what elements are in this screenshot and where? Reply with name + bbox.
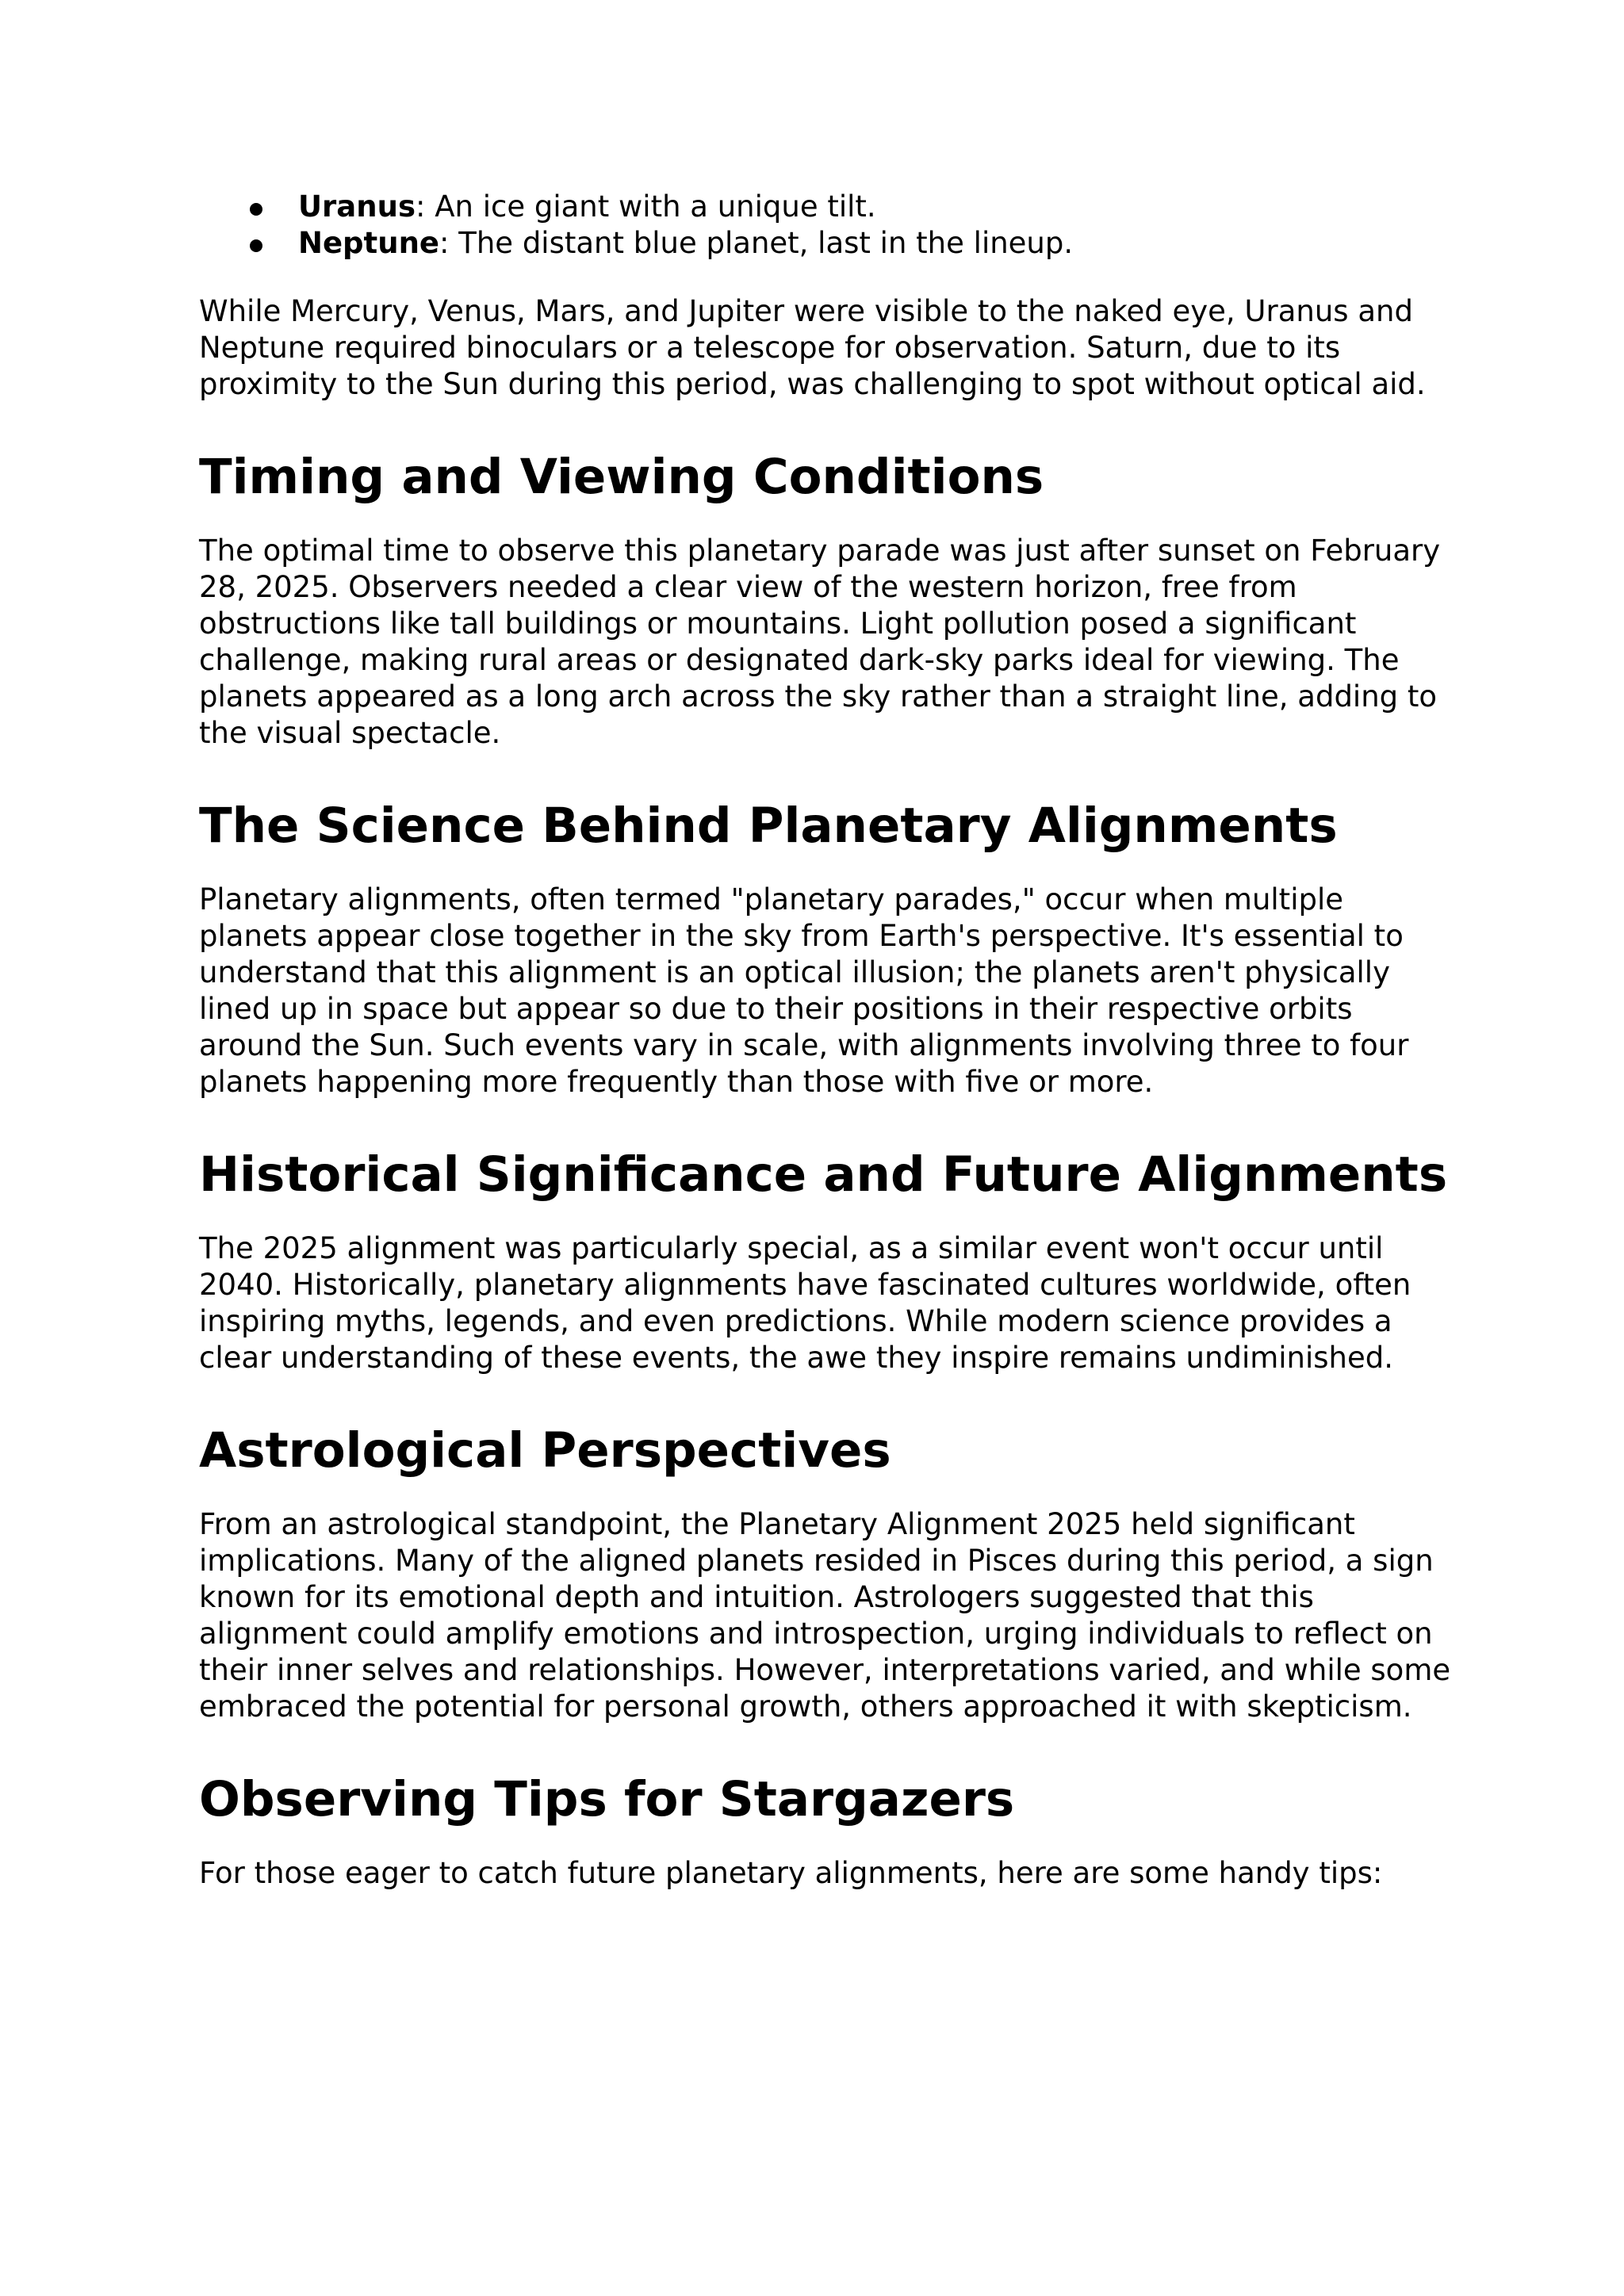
list-item-desc: : An ice giant with a unique tilt. <box>415 189 876 224</box>
list-item-term: Uranus <box>298 189 416 224</box>
list-item-term: Neptune <box>298 226 440 260</box>
tips-heading: Observing Tips for Stargazers <box>199 1771 1015 1827</box>
astrology-paragraph: From an astrological standpoint, the Planetary Alignment 2025 held significant implications. Many of the aligned planets resided in Pisces during this period, a sign known for its emotional depth and intuition. Astrologers suggested that this alignment could amplify emotions and introspection, urging individuals to reflect on their inner selves and relationships. However, interpretations varied, and while some embraced the potential for personal growth, others approached it with skepticism. <box>199 1507 1451 1724</box>
document-page <box>199 189 1452 1892</box>
visibility-paragraph: While Mercury, Venus, Mars, and Jupiter were visible to the naked eye, Uranus and Neptune required binoculars or a telescope for observation. Saturn, due to its proximity to the Sun during this period, was challenging to spot without optical aid. <box>199 294 1426 401</box>
science-heading: The Science Behind Planetary Alignments <box>199 798 1338 854</box>
bullet-icon <box>250 203 262 216</box>
list-item-desc: : The distant blue planet, last in the lineup. <box>439 226 1074 260</box>
list-item <box>199 225 1452 262</box>
timing-heading: Timing and Viewing Conditions <box>199 449 1044 505</box>
tips-paragraph: For those eager to catch future planetary alignments, here are some handy tips: <box>199 1856 1383 1890</box>
planet-list <box>199 189 1452 262</box>
bullet-icon <box>250 239 262 252</box>
history-heading: Historical Significance and Future Alignments <box>199 1146 1448 1203</box>
timing-paragraph: The optimal time to observe this planetary parade was just after sunset on February 28, 2025. Observers needed a clear view of the western horizon, free from obstructions like tall buildings or mountains. Light pollution posed a significant challenge, making rural areas or designated dark-sky parks ideal for viewing. The planets appeared as a long arch across the sky rather than a straight line, adding to the visual spectacle. <box>199 534 1441 750</box>
astrology-heading: Astrological Perspectives <box>199 1422 891 1479</box>
history-paragraph: The 2025 alignment was particularly special, as a similar event won't occur until 2040. Historically, planetary alignments have fascinated cultures worldwide, often inspiring myths, legends, and even predictions. While modern science provides a clear understanding of these events, the awe they inspire remains undiminished. <box>199 1231 1411 1375</box>
science-paragraph: Planetary alignments, often termed "planetary parades," occur when multiple planets appear close together in the sky from Earth's perspective. It's essential to understand that this alignment is an optical illusion; the planets aren't physically lined up in space but appear so due to their positions in their respective orbits around the Sun. Such events vary in scale, with alignments involving three to four planets happening more frequently than those with five or more. <box>199 882 1409 1099</box>
list-item <box>199 189 1452 225</box>
